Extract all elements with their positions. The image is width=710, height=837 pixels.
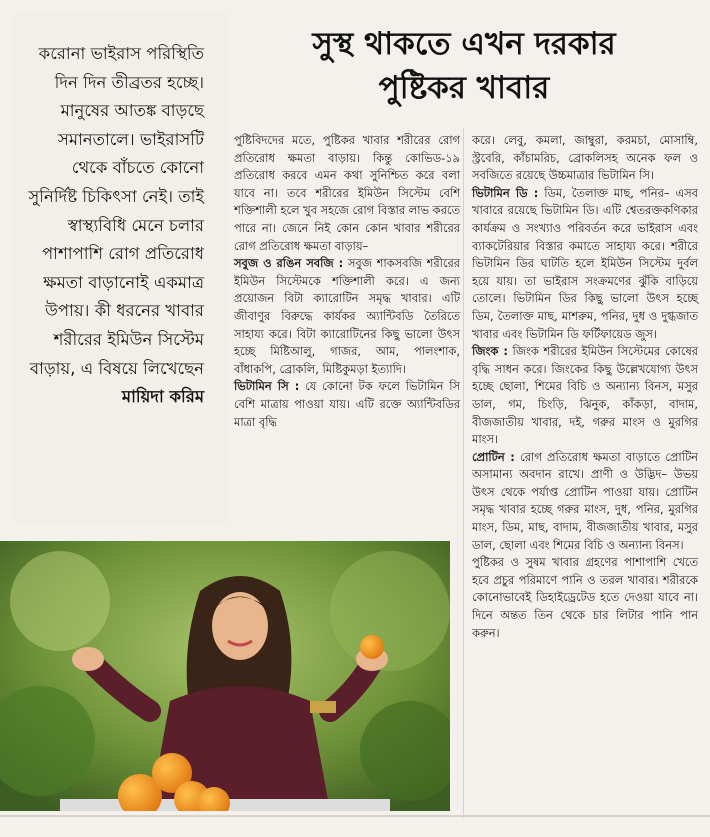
paragraph (234, 255, 460, 378)
paragraph (234, 378, 460, 431)
article-column-1 (234, 132, 460, 431)
section-heading: সবুজ ও রঙিন সবজি : (234, 256, 344, 271)
section-heading: ভিটামিন সি : (234, 379, 300, 394)
section-body: রোগ প্রতিরোধ ক্ষমতা বাড়াতে প্রোটিন অসামান্য অবদান রাখে। প্রাণী ও উদ্ভিদ– উভয় উৎস থেকে পর্যাপ্ত প্রোটিন পাওয়া যায়। প্রোটিন সমৃদ্ধ খাবার হচ্ছে গরুর মাংস, দুধ, পনির, মুরগির মাংস, ডিম, মাছ, বাদাম, বীজজাতীয় খাবার, মসুর ডাল, ছোলা এবং শিমের বিচি ও অন্যান্য বিনস। (472, 449, 698, 552)
paragraph: করে। লেবু, কমলা, জাম্বুরা, করমচা, মোসাম্বি, স্ট্রবেরি, কাঁচামরিচ, ব্রোকলিসহ অনেক ফল ও সবজিতে রয়েছে উচ্চমাত্রার ভিটামিন সি। (472, 133, 698, 183)
headline-line-1: সুস্থ থাকতে এখন দরকার (312, 26, 616, 62)
bottom-rule (0, 815, 710, 817)
section-heading: জিংক : (472, 344, 508, 359)
section-heading: ভিটামিন ডি : (472, 185, 539, 200)
article-column-2 (472, 132, 698, 642)
intro-text (22, 40, 204, 412)
author-name: মায়িদা করিম (121, 387, 204, 407)
intro-body: করোনা ভাইরাস পরিস্থিতি দিন দিন তীব্রতর হচ্ছে। মানুষের আতঙ্ক বাড়ছে সমানতালে। ভাইরাসটি থেকে বাঁচতে কোনো সুনির্দিষ্ট চিকিৎসা নেই। তাই স্বাস্থ্যবিধি মেনে চলার পাশাপাশি রোগ প্রতিরোধ ক্ষমতা বাড়ানোই একমাত্র উপায়। কী ধরনের খাবার শরীরের ইমিউন সিস্টেম বাড়ায়, এ বিষয়ে লিখেছেন (28, 44, 204, 378)
paragraph (472, 343, 698, 449)
section-body: যে কোনো টক ফলে ভিটামিন সি বেশি মাত্রায় পাওয়া যায়। এটি রক্তে অ্যান্টিবডির মাত্রা বৃদ্ধি (234, 379, 460, 429)
section-heading: প্রোটিন : (472, 449, 515, 464)
paragraph (472, 449, 698, 555)
headline-line-2: পুষ্টিকর খাবার (378, 70, 550, 106)
paragraph: পুষ্টিবিদদের মতে, পুষ্টিকর খাবার শরীরের রোগ প্রতিরোধ ক্ষমতা বাড়ায়। কিন্তু কোভিড-১৯ প্রতিরোধ করবে এমন কথা সুনিশ্চিত করে বলা যাবে না। তবে শরীরের ইমিউন সিস্টেম বেশি শক্তিশালী হলে খুব সহজে রোগ বিস্তার লাভ করতে পারে না। জেনে নিই কোন কোন খাবার শরীরের রোগ প্রতিরোধ ক্ষমতা বাড়ায়– (234, 133, 460, 253)
woman-with-oranges-photo (0, 541, 450, 811)
section-body: সবুজ শাকসবজি শরীরের ইমিউন সিস্টেমকে শক্তিশালী করে। এ জন্য প্রয়োজন বিটা ক্যারোটিন সমৃদ্ধ খাবার। এটি জীবাণুর বিরুদ্ধে কার্যকর অ্যান্টিবডি তৈরিতে সাহায্য করে। বিটা ক্যারোটিনের কিছু ভালো উৎস হচ্ছে মিষ্টিআলু, গাজর, আম, পালংশাক, বাঁধাকপি, ব্রোকলি, মিষ্টিকুমড়া ইত্যাদি। (234, 256, 460, 376)
section-body: ডিম, তৈলাক্ত মাছ, পনির– এসব খাবারে রয়েছে ভিটামিন ডি। এটি শ্বেতরক্তকণিকার কার্যক্রম ও সংখ্যাও পরিবর্তন করে ভাইরাস এবং ব্যাকটেরিয়ার বিস্তার কমাতে সাহায্য করে। শরীরে ভিটামিন ডির ঘাটতি হলে ইমিউন সিস্টেম দুর্বল হয়ে যায়। তা ভাইরাস সংক্রমণের ঝুঁকি বাড়িয়ে তোলে। ভিটামিন ডির কিছু ভালো উৎস হচ্ছে ডিম, তৈলাক্ত মাছ, মাশরুম, পনির, দুধ ও দুগ্ধজাত খাবার এবং ভিটামিন ডি ফর্টিফায়েড জুস। (472, 185, 698, 341)
paragraph (472, 185, 698, 343)
section-body: জিংক শরীরের ইমিউন সিস্টেমের কোষের বৃদ্ধি সাধন করে। জিংকের কিছু উল্লেখযোগ্য উৎস হচ্ছে ছোলা, শিমের বিচি ও অন্যান্য বিনস, মসুর ডাল, গম, চিংড়ি, ঝিনুক, কাঁকড়া, বাদাম, বীজজাতীয় খাবার, দই, গরুর মাংস ও মুরগির মাংস। (472, 344, 698, 447)
headline (234, 22, 694, 110)
photo-illustration (0, 541, 450, 811)
column-divider (463, 128, 464, 818)
paragraph: পুষ্টিকর ও সুষম খাবার গ্রহণের পাশাপাশি খেতে হবে প্রচুর পরিমাণে পানি ও তরল খাবার। শরীরকে কোনোভাবেই ডিহাইড্রেটেড হতে দেওয়া যাবে না। দিনে অন্তত তিন থেকে চার লিটার পানি পান করুন। (472, 555, 698, 640)
